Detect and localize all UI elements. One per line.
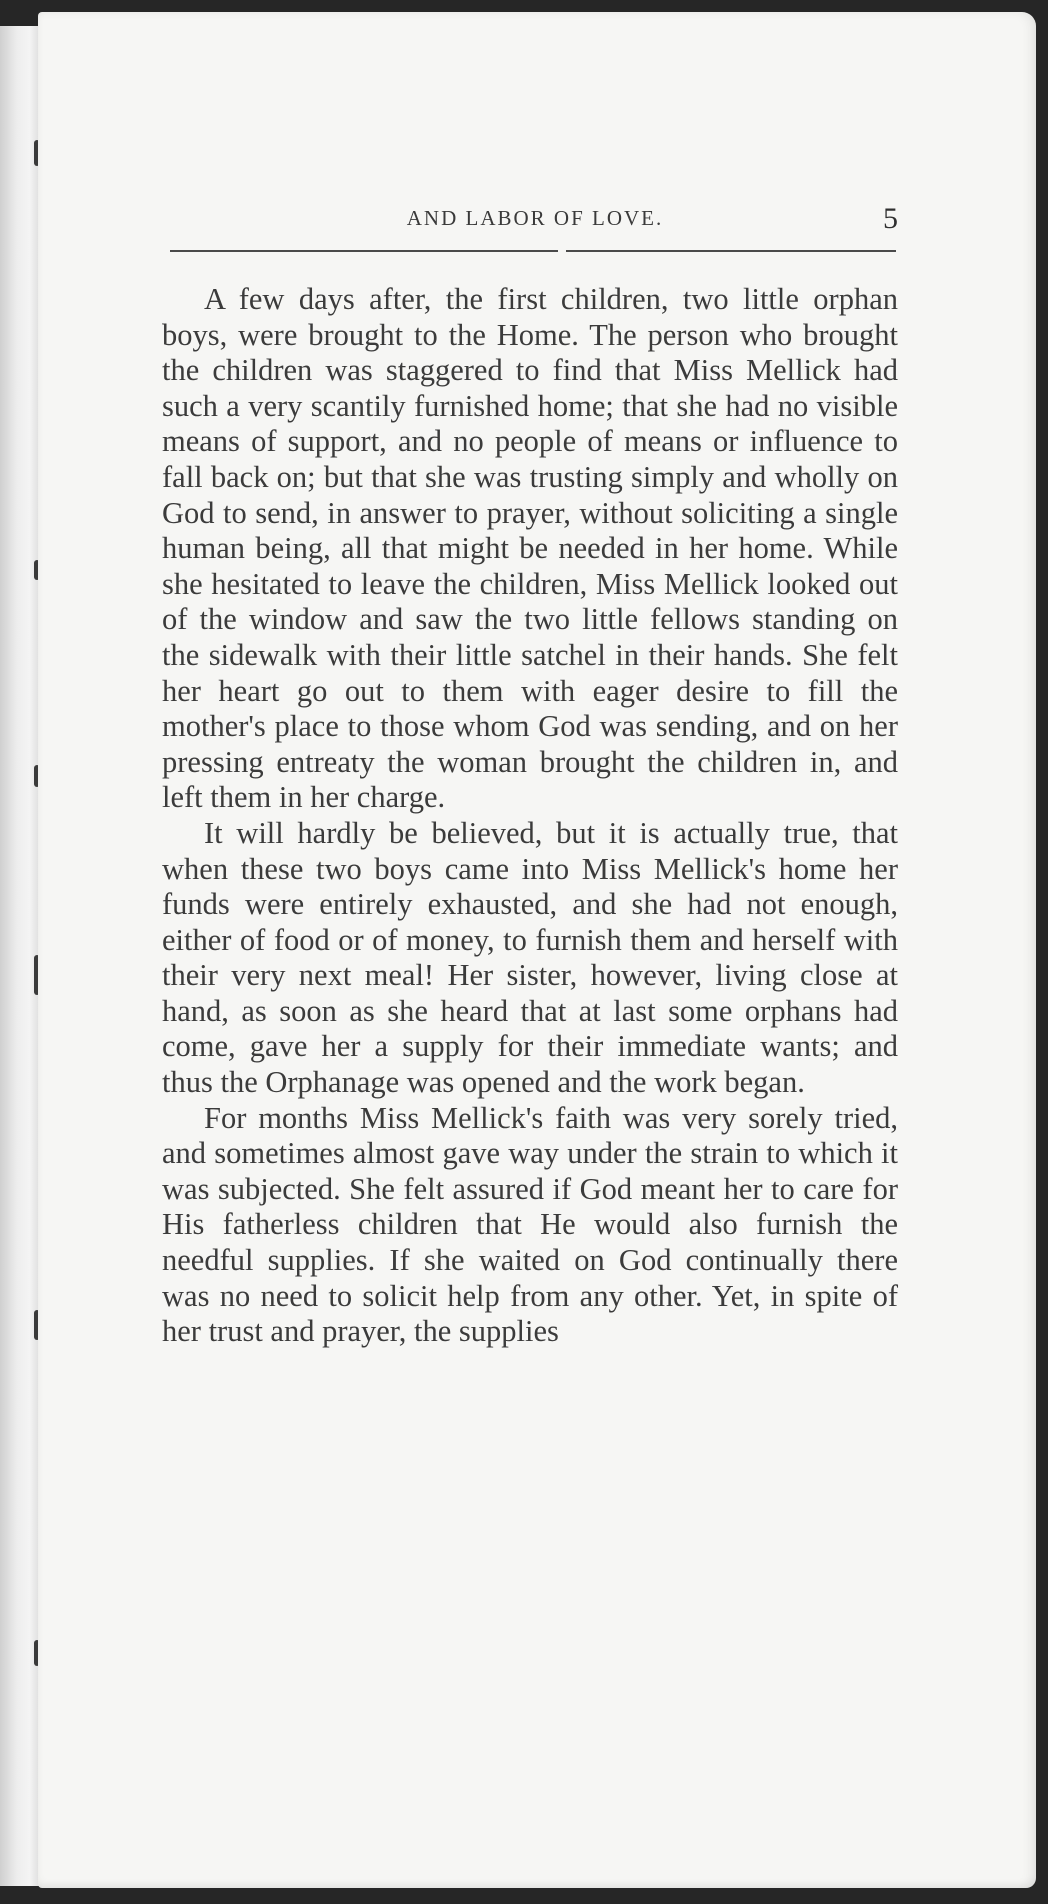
page-number: 5: [883, 202, 898, 235]
paragraph: It will hardly be believed, but it is actually true, that when these two boys came into Miss Mellick's home her funds were entirely exhausted, and she had not enough, either of food or of money, to furnish them and herself with their very next meal! Her sister, however, living close at hand, as soon as she heard that at last some orphans had come, gave her a supply for their immediate wants; and thus the Orphanage was opened and the work began.: [162, 815, 898, 1100]
header-rule-break: [558, 248, 566, 254]
body-text: [162, 282, 898, 1350]
paragraph: For months Miss Mellick's faith was very sorely tried, and sometimes almost gave way under the strain to which it was subjected. She felt assured if God meant her to care for His fatherless children that He would also furnish the needful supplies. If she waited on God continually there was no need to solicit help from any other. Yet, in spite of her trust and prayer, the supplies: [162, 1100, 898, 1349]
running-title: AND LABOR OF LOVE.: [406, 206, 664, 230]
paragraph: A few days after, the first children, two little orphan boys, were brought to the Home. The person who brought the children was staggered to find that Miss Mellick had such a very scantily furnished home; that she had no visible means of support, and no people of means or influence to fall back on; but that she was trusting simply and wholly on God to send, in answer to prayer, without soliciting a single human being, all that might be needed in her home. While she hesitated to leave the children, Miss Mellick looked out of the window and saw the two little fellows standing on the sidewalk with their little satchel in their hands. She felt her heart go out to them with eager desire to fill the mother's place to those whom God was sending, and on her pressing entreaty the woman brought the children in, and left them in her charge.: [162, 282, 898, 815]
header-rule: [170, 250, 896, 252]
page-header: [172, 202, 898, 246]
